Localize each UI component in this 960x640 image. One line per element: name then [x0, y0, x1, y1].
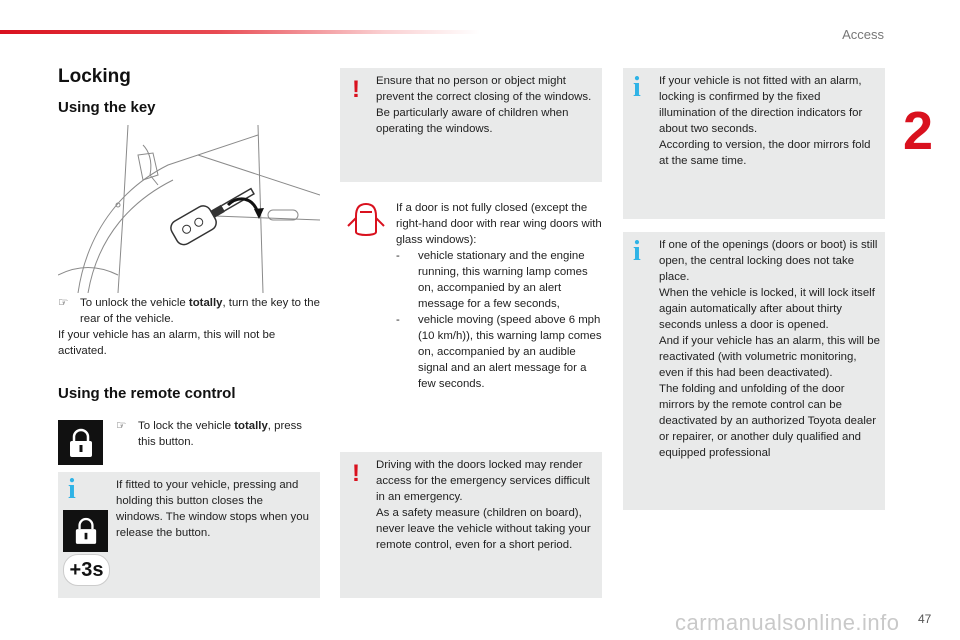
info-icon: i	[633, 236, 641, 267]
central-locking-info-box	[623, 232, 885, 510]
header-accent-bar	[0, 30, 480, 34]
list-item: - vehicle stationary and the engine running, this warning lamp comes on, accompanied by an alert message for a few seconds,	[396, 250, 588, 310]
watermark: carmanualsonline.info	[675, 610, 900, 635]
bullet-arrow-icon: ☞	[116, 420, 127, 432]
info-icon: i	[68, 474, 76, 505]
key-alarm-note: If your vehicle has an alarm, this will not be activated.	[58, 329, 276, 357]
key-unlock-illustration	[58, 125, 320, 293]
alarm-info-box	[623, 68, 885, 219]
padlock-icon	[74, 517, 98, 545]
hold-duration-badge: +3s	[63, 554, 110, 586]
padlock-icon	[68, 428, 94, 458]
warning-exclamation-icon: !	[352, 460, 360, 487]
lock-button-graphic	[63, 510, 108, 552]
emergency-warning-box	[340, 452, 602, 598]
section-title: Access	[842, 27, 884, 42]
chapter-number: 2	[903, 101, 934, 161]
key-bullet-text: To unlock the vehicle totally, turn the key to the rear of the vehicle.	[80, 297, 320, 325]
door-open-warning-icon	[346, 200, 386, 240]
window-warning-box	[340, 68, 602, 182]
warning-exclamation-icon: !	[352, 76, 360, 103]
lock-button-graphic	[58, 420, 103, 465]
door-open-text: If a door is not fully closed (except the right-hand door with rear wing doors with glass windows): - vehicle stationary and the engine running, this warning lamp comes on, accompanied by an alert message for a few seconds, - vehicle moving (speed above 6 mph (10 km/h)), this warning lamp comes on, accompanied by an audible signal and an alert message for a few seconds.	[396, 202, 602, 390]
info-icon: i	[633, 72, 641, 103]
remote-bullet-text: To lock the vehicle totally, press this button.	[138, 420, 302, 448]
window-warning-text: Ensure that no person or object might prevent the correct closing of the windows. Be particularly aware of children when operating the windows.	[376, 75, 592, 135]
central-locking-info-text: If one of the openings (doors or boot) is still open, the central locking does not take place. When the vehicle is locked, it will lock itself again automatically after about thirty seconds unless a door is opened. And if your vehicle has an alarm, this will be reactivated (with volumetric monitoring, even if this had been deactivated). The folding and unfolding of the door mirrors by the remote control can be deactivated by an authorized Toyota dealer or repairer, or another duly qualified and equipped professional	[659, 239, 880, 459]
key-heading: Using the key	[58, 99, 156, 116]
bullet-arrow-icon: ☞	[58, 297, 69, 309]
list-item: - vehicle moving (speed above 6 mph (10 km/h)), this warning lamp comes on, accompanied by an audible signal and an alert message for a few seconds.	[396, 314, 602, 390]
remote-info-text: If fitted to your vehicle, pressing and holding this button closes the windows. The window stops when you release the button.	[116, 479, 309, 539]
remote-info-box	[58, 472, 320, 598]
emergency-warning-text: Driving with the doors locked may render access for the emergency services difficult in an emergency. As a safety measure (children on board), never leave the vehicle without taking your remote control, even for a short period.	[376, 459, 591, 551]
remote-heading: Using the remote control	[58, 385, 236, 402]
page-number: 47	[918, 612, 932, 626]
remote-instructions	[116, 418, 320, 450]
alarm-info-text: If your vehicle is not fitted with an alarm, locking is confirmed by the fixed illumination of the direction indicators for about two seconds. According to version, the door mirrors fold at the same time.	[659, 75, 871, 167]
key-instructions	[58, 295, 320, 359]
page-title: Locking	[58, 66, 131, 87]
